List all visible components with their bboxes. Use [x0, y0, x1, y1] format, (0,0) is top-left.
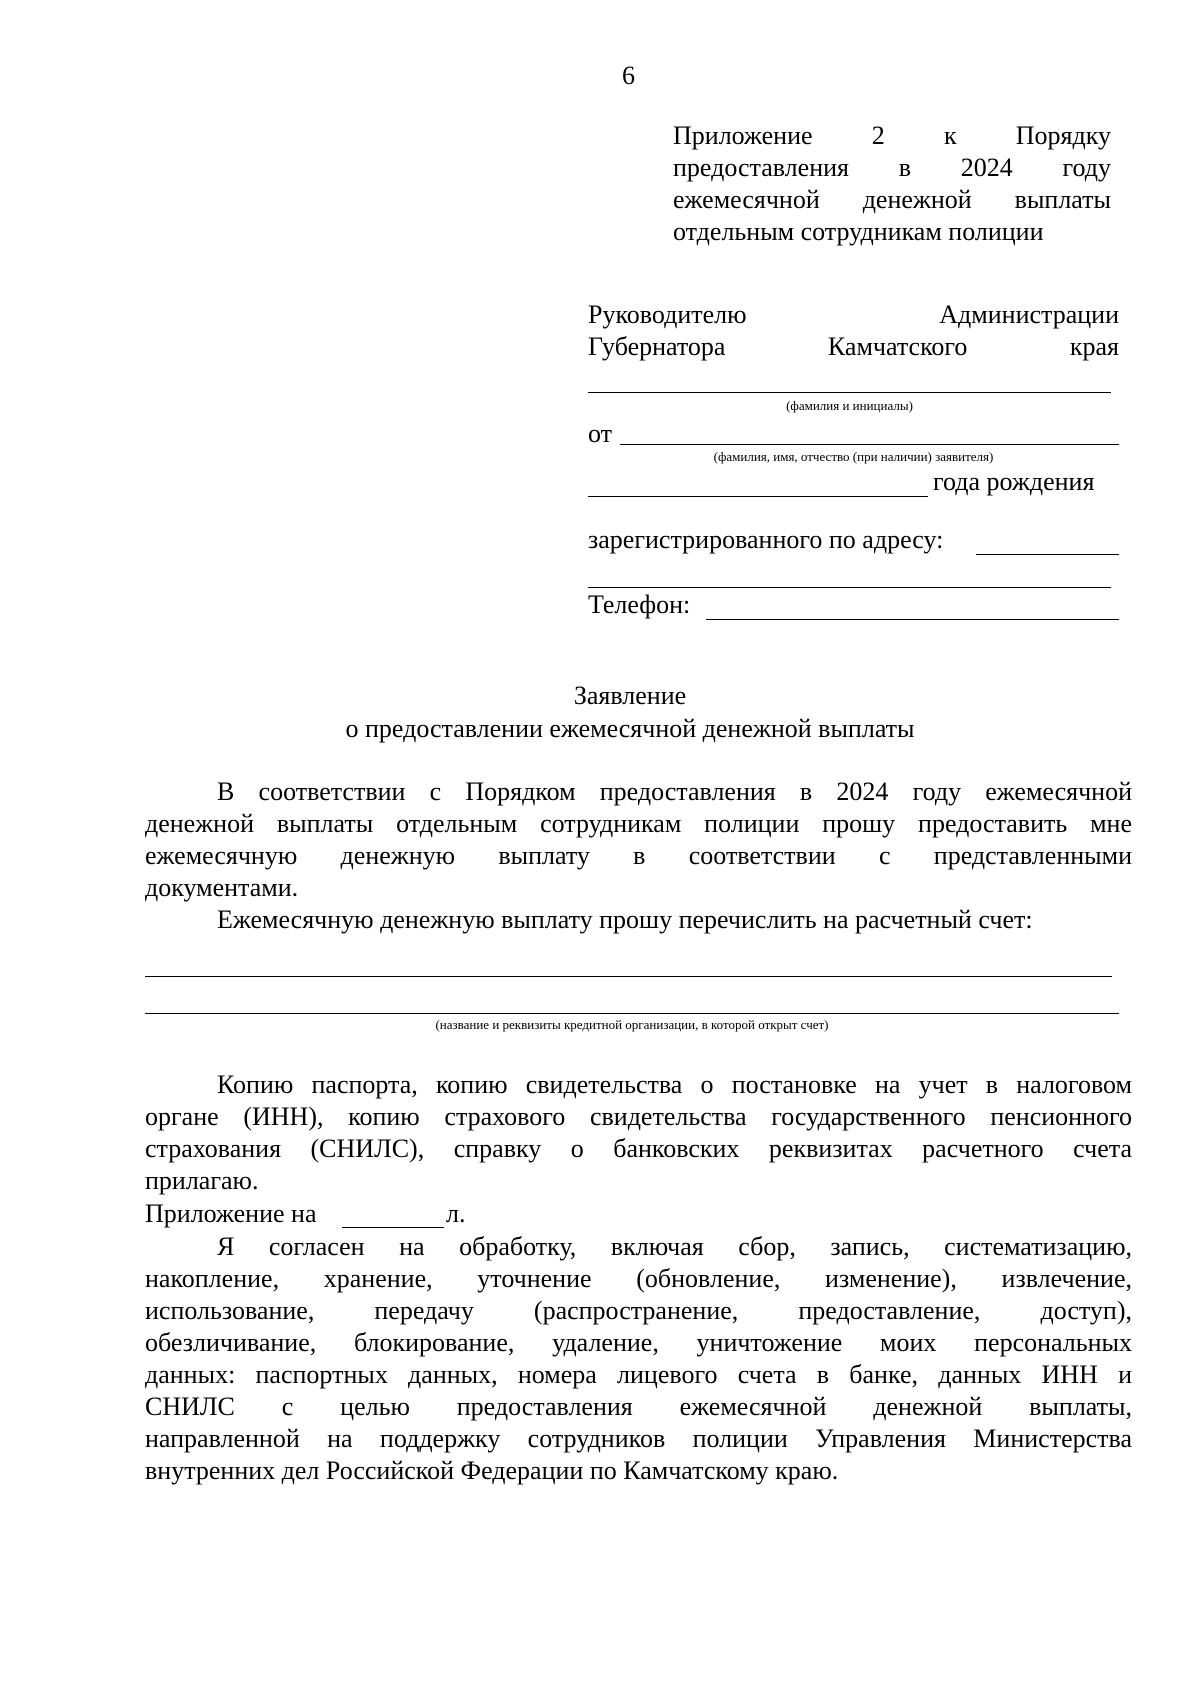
paragraph-line: направленной на поддержку сотрудников полиции Управления Министерства	[145, 1424, 1132, 1453]
paragraph-line: прилагаю.	[145, 1166, 259, 1195]
from-label: от	[588, 419, 613, 448]
paragraph-line: В соответствии с Порядком предоставления в 2024 году ежемесячной	[217, 777, 1132, 806]
paragraph-request	[145, 776, 1132, 936]
appendix-note-line: Приложение 2 к Порядку	[673, 121, 1111, 150]
bank-details-field-continuation[interactable]	[145, 1013, 1119, 1014]
addressee-block	[588, 299, 1119, 363]
paragraph-consent	[145, 1231, 1132, 1487]
attachment-unit: л.	[446, 1199, 466, 1228]
paragraph-line: Ежемесячную денежную выплату прошу перечислить на расчетный счет:	[217, 905, 1033, 934]
appendix-note-line: предоставления в 2024 году	[673, 153, 1111, 182]
bank-details-caption: (название и реквизиты кредитной организации, в которой открыт счет)	[435, 1017, 829, 1032]
appendix-note-line: ежемесячной денежной выплаты	[673, 185, 1111, 214]
address-label: зарегистрированного по адресу:	[588, 525, 944, 554]
paragraph-line: органе (ИНН), копию страхового свидетельства государственного пенсионного	[145, 1102, 1132, 1131]
applicant-name-field[interactable]	[620, 444, 1119, 445]
document-subtitle: о предоставлении ежемесячной денежной выплаты	[345, 714, 915, 743]
bank-details-field[interactable]	[145, 976, 1112, 977]
address-field-continuation[interactable]	[588, 587, 1111, 588]
paragraph-line: Копию паспорта, копию свидетельства о постановке на учет в налоговом	[217, 1070, 1132, 1099]
document-title: Заявление	[573, 681, 687, 710]
phone-field[interactable]	[706, 619, 1119, 620]
head-name-field[interactable]	[588, 392, 1111, 393]
paragraph-line: данных: паспортных данных, номера лицевого счета в банке, данных ИНН и	[145, 1360, 1132, 1389]
attachment-label: Приложение на	[145, 1199, 317, 1228]
paragraph-line: документами.	[145, 873, 299, 902]
address-field[interactable]	[976, 554, 1119, 555]
paragraph-line: СНИЛС с целью предоставления ежемесячной денежной выплаты,	[145, 1392, 1132, 1421]
paragraph-line: страхования (СНИЛС), справку о банковских реквизитах расчетного счета	[145, 1134, 1132, 1163]
attachment-pages-field[interactable]	[342, 1227, 444, 1228]
phone-label: Телефон:	[588, 590, 691, 619]
addressee-line: Руководителю Администрации	[588, 300, 1119, 329]
paragraph-line: Я согласен на обработку, включая сбор, запись, систематизацию,	[217, 1232, 1132, 1261]
birth-year-field[interactable]	[588, 496, 928, 497]
birth-year-label: года рождения	[933, 467, 1095, 496]
paragraph-line: ежемесячную денежную выплату в соответствии с представленными	[145, 841, 1132, 870]
paragraph-attachments	[145, 1069, 1132, 1197]
head-name-caption: (фамилия и инициалы)	[786, 398, 913, 413]
applicant-name-caption: (фамилия, имя, отчество (при наличии) заявителя)	[713, 449, 994, 464]
paragraph-line: внутренних дел Российской Федерации по Камчатскому краю.	[145, 1456, 839, 1485]
appendix-note	[673, 120, 1111, 248]
paragraph-line: обезличивание, блокирование, удаление, уничтожение моих персональных	[145, 1328, 1132, 1357]
page-number: 6	[622, 61, 635, 90]
paragraph-line: накопление, хранение, уточнение (обновление, изменение), извлечение,	[145, 1264, 1132, 1293]
paragraph-line: денежной выплаты отдельным сотрудникам полиции прошу предоставить мне	[145, 809, 1132, 838]
addressee-line: Губернатора Камчатского края	[588, 332, 1119, 361]
paragraph-line: использование, передачу (распространение, предоставление, доступ),	[145, 1296, 1132, 1325]
appendix-note-line: отдельным сотрудникам полиции	[673, 217, 1044, 246]
